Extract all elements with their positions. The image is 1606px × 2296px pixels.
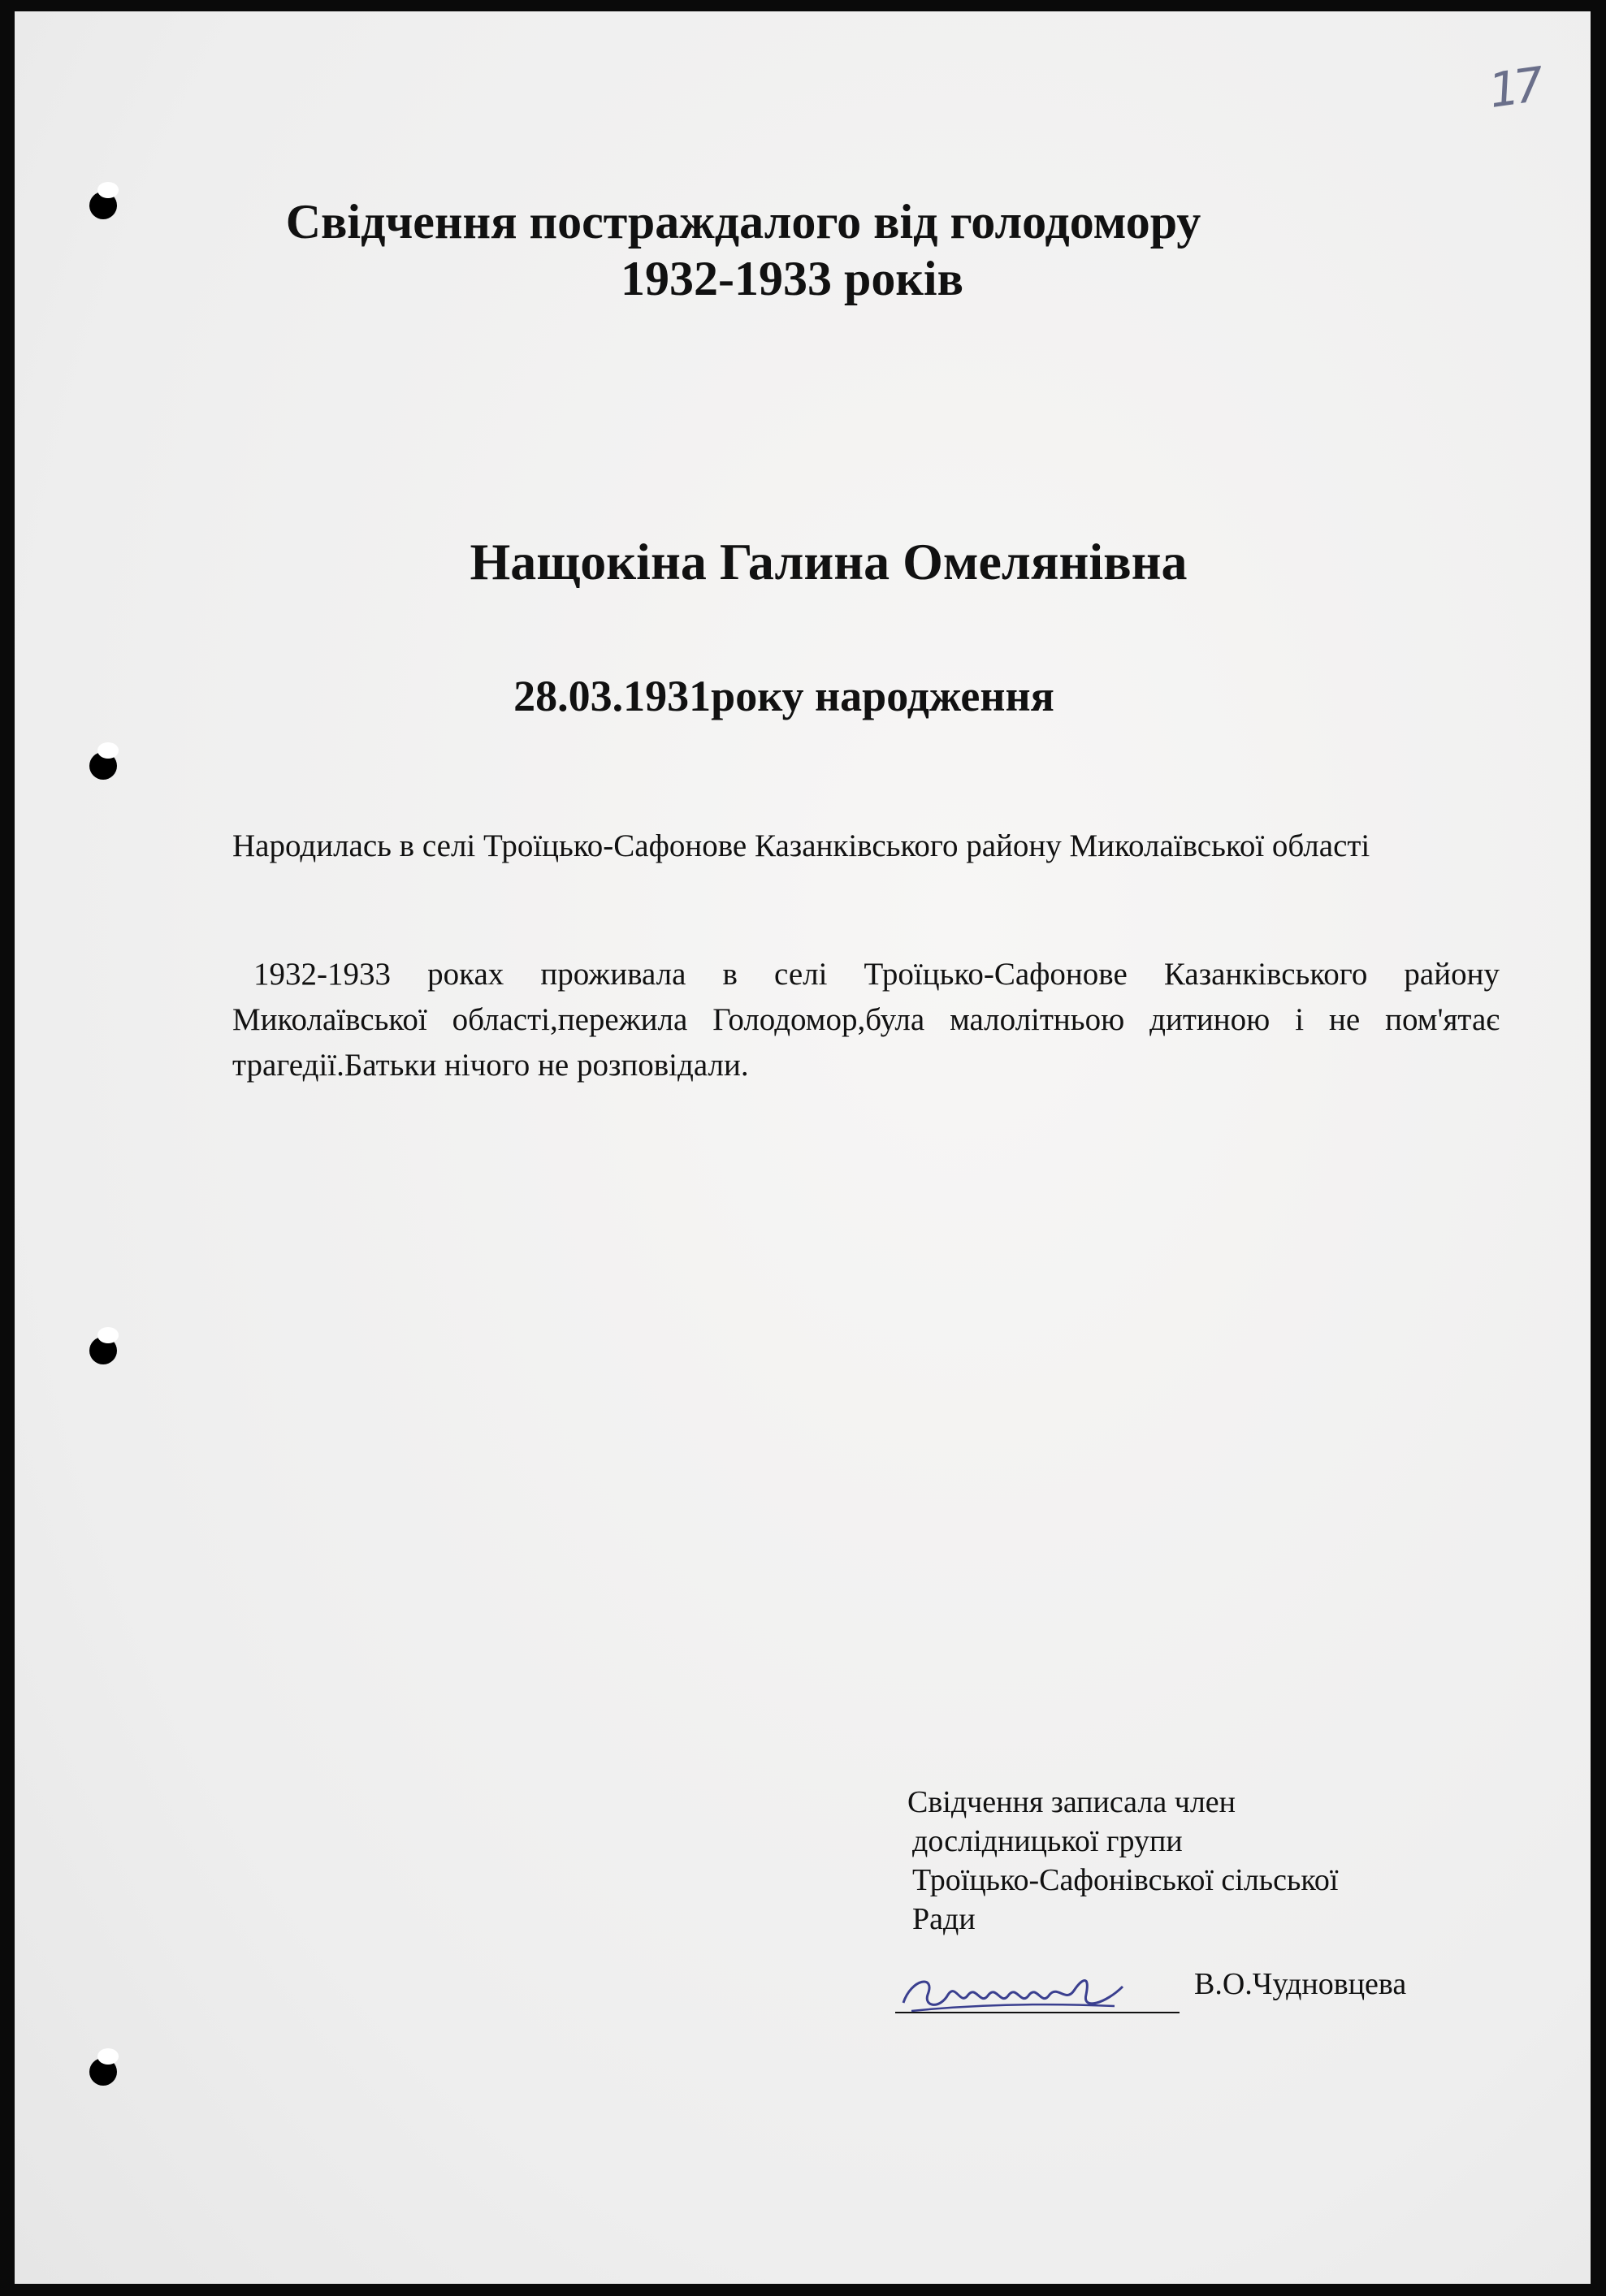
birthplace-paragraph: Народилась в селі Троїцько-Сафонове Казанківського району Миколаївської області: [232, 828, 1370, 863]
document-title: Свідчення постраждалого від голодомору: [285, 195, 1201, 249]
punch-hole: [89, 752, 117, 780]
recorder-line: Троїцько-Сафонівської сільської: [912, 1863, 1339, 1897]
punch-hole: [89, 2058, 117, 2086]
recorder-block: [907, 1783, 1476, 1939]
punch-hole: [89, 1337, 117, 1364]
person-name: Нащокіна Галина Омелянівна: [470, 533, 1188, 590]
birth-date: 28.03.1931року народження: [513, 672, 1054, 720]
recorder-line: Ради: [912, 1902, 976, 1936]
recorder-name: В.О.Чудновцева: [1194, 1967, 1407, 2001]
recorder-line: дослідницької групи: [912, 1824, 1183, 1858]
document-page: [15, 11, 1591, 2284]
page-number: 17: [1485, 57, 1543, 119]
testimony-paragraph: 1932-1933 роках проживала в селі Троїцько-Сафонове Казанківського району Миколаївської області,пережила Голодомор,була малолітньою дитиною і не пом'ятає трагедії.Батьки нічого не розповідали.: [232, 957, 1500, 1083]
recorder-line: Свідчення записала член: [907, 1785, 1236, 1819]
document-title-years: 1932-1933 років: [621, 252, 963, 305]
